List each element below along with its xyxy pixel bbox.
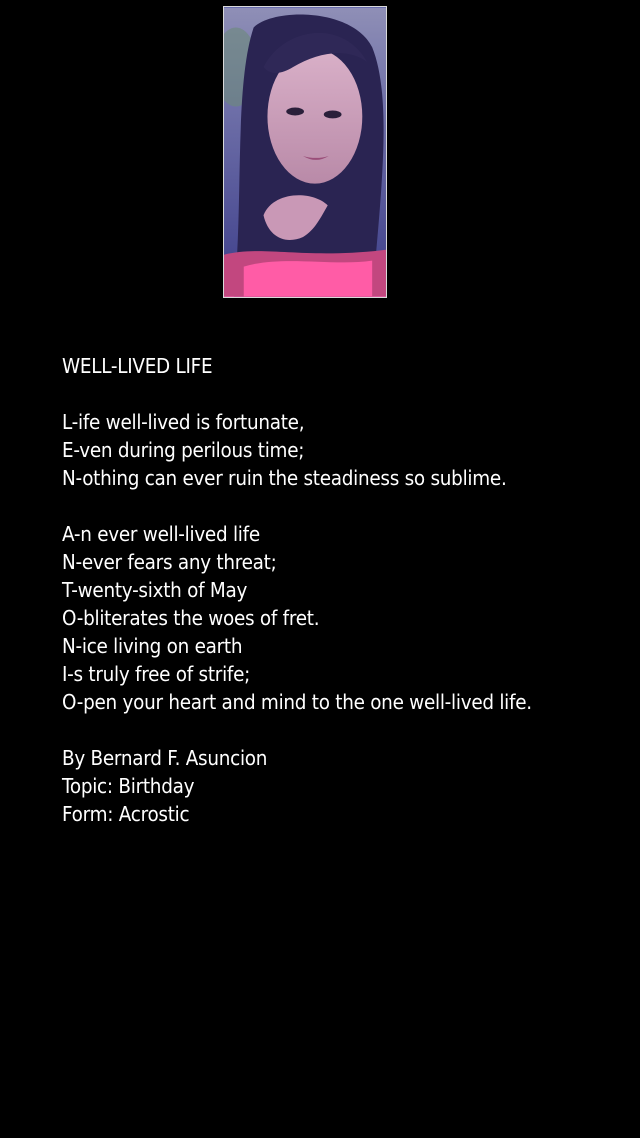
- poem-line: A-n ever well-lived life: [62, 522, 260, 546]
- poem-form: Form: Acrostic: [62, 802, 190, 826]
- poem-line: O-pen your heart and mind to the one well-lived life.: [62, 690, 532, 714]
- stanza-gap: [62, 380, 559, 408]
- poem-line: L-ife well-lived is fortunate,: [62, 410, 305, 434]
- poem-line: I-s truly free of strife;: [62, 662, 251, 686]
- poem-topic: Topic: Birthday: [62, 774, 195, 798]
- poem-line: N-ever fears any threat;: [62, 550, 277, 574]
- poem-text-block: [62, 352, 559, 828]
- poem-line: N-othing can ever ruin the steadiness so sublime.: [62, 466, 507, 490]
- poem-author: By Bernard F. Asuncion: [62, 746, 268, 770]
- poem-title: WELL-LIVED LIFE: [62, 354, 213, 378]
- stanza-gap: [62, 716, 559, 744]
- poem-line: T-wenty-sixth of May: [62, 578, 248, 602]
- poem-line: O-bliterates the woes of fret.: [62, 606, 320, 630]
- stanza-gap: [62, 492, 559, 520]
- portrait-image: [224, 7, 386, 297]
- portrait-photo: [223, 6, 387, 298]
- poem-line: N-ice living on earth: [62, 634, 243, 658]
- poem-line: E-ven during perilous time;: [62, 438, 305, 462]
